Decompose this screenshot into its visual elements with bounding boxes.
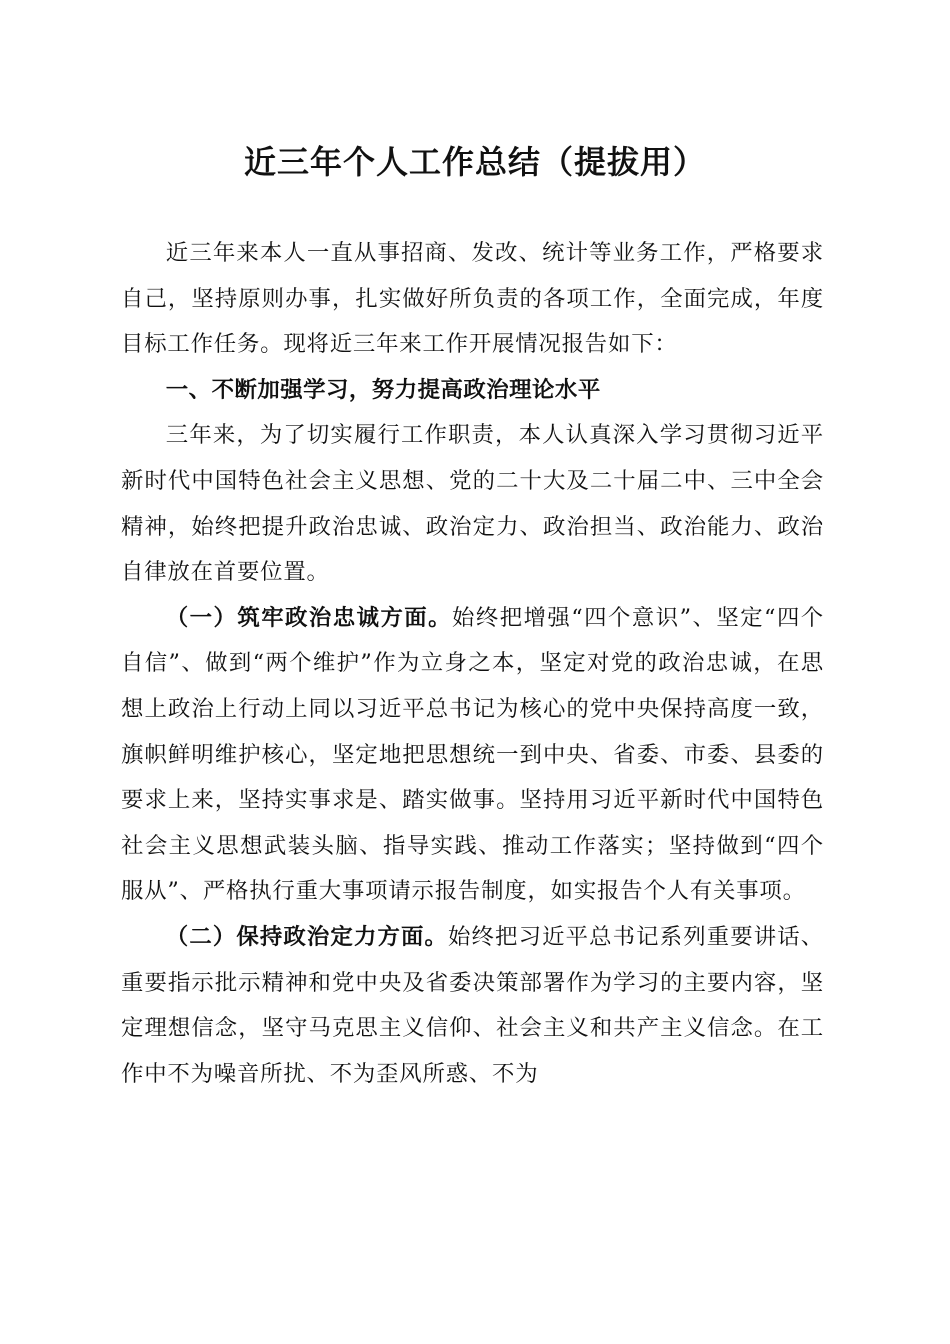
section-1-paragraph: 三年来，为了切实履行工作职责，本人认真深入学习贯彻习近平新时代中国特色社会主义思想、党的二十大及二十届二中、三中全会精神，始终把提升政治忠诚、政治定力、政治担当、政治能力、政治自律放在首要位置。: [121, 422, 824, 586]
intro-paragraph: 近三年来本人一直从事招商、发改、统计等业务工作，严格要求自己，坚持原则办事，扎实做好所负责的各项工作，全面完成，年度目标工作任务。现将近三年来工作开展情况报告如下：: [121, 240, 824, 358]
item-2-lead: （二）保持政治定力方面。: [165, 923, 449, 950]
document-body: [121, 231, 824, 1097]
item-2-body: 始终把习近平总书记系列重要讲话、重要指示批示精神和党中央及省委决策部署作为学习的主要内容，坚定理想信念，坚守马克思主义信仰、社会主义和共产主义信念。在工作中不为噪音所扰、不为歪风所惑、不为: [121, 923, 824, 1087]
document-title: 近三年个人工作总结（提拔用）: [243, 143, 706, 181]
item-1-lead: （一）筑牢政治忠诚方面。: [165, 604, 453, 631]
section-heading-1: 一、不断加强学习，努力提高政治理论水平: [165, 376, 601, 403]
item-2-paragraph: [121, 915, 824, 1097]
item-1-body: 始终把增强“四个意识”、坚定“四个自信”、做到“两个维护”作为立身之本，坚定对党的政治忠诚，在思想上政治上行动上同以习近平总书记为核心的党中央保持高度一致，旗帜鲜明维护核心，坚定地把思想统一到中央、省委、市委、县委的要求上来，坚持实事求是、踏实做事。坚持用习近平新时代中国特色社会主义思想武装头脑、指导实践、推动工作落实；坚持做到“四个服从”、严格执行重大事项请示报告制度，如实报告个人有关事项。: [121, 604, 824, 905]
item-1-paragraph: [121, 596, 824, 915]
